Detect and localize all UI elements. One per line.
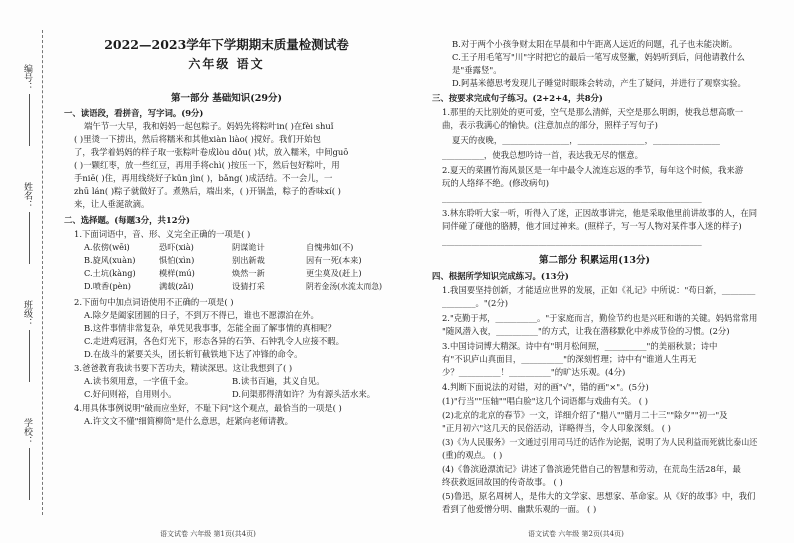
judgement-item[interactable]: "正月初六"这几天的民俗活动，详略得当，令人印象深刻。 ( ) bbox=[442, 423, 671, 433]
name-field[interactable] bbox=[22, 182, 36, 264]
option-cell: 焕然一新 bbox=[232, 268, 265, 278]
judgement-item: (5)鲁迅，原名周树人，是伟大的文学家、思想家、革命家。从《好的故事》中，我们 bbox=[442, 491, 756, 501]
page-1-column bbox=[64, 0, 389, 543]
judgement-item[interactable]: (1)"行当""压轴""唱白脸"这几个词语都与戏曲有关。 ( ) bbox=[442, 396, 648, 406]
passage-line: 端午节一大早，我和妈妈一起包粽子。妈妈先将粽叶ⅰn( )在fèi shuǐ bbox=[84, 121, 334, 131]
option-cell: A.依傍(wēi) bbox=[84, 242, 130, 252]
passage-line: zhū lán( )粽子就做好了。煮熟后，端出来，( )开锅盖，粽子的香味xí( ) bbox=[74, 186, 341, 196]
exam-title: 2022—2023学年下学期期末质量检测试卷 bbox=[104, 37, 349, 52]
school-blank[interactable] bbox=[29, 448, 30, 500]
judgement-item: (4)《鲁滨逊漂流记》讲述了鲁滨逊凭借自己的智慧和劳动，在荒岛生活28年，最 bbox=[442, 464, 741, 474]
exercise-line[interactable]: ________。"(2分) bbox=[442, 298, 508, 308]
answer-line[interactable]: __________，使我总想吟诗一首，表达我无尽的惬意。 bbox=[442, 150, 643, 160]
question-3: 3.爸爸教育我读书要下苦功夫，精读深思。这让我想到了( ) bbox=[74, 363, 293, 373]
q1-option-row[interactable] bbox=[84, 254, 384, 267]
option-cell: C.好问则裕，自用则小。 bbox=[84, 389, 177, 399]
option-cell: D.问渠那得清如许？为有源头活水来。 bbox=[232, 389, 376, 399]
page-2-column bbox=[432, 0, 757, 543]
binding-margin bbox=[0, 0, 52, 543]
q1-option-row[interactable] bbox=[84, 267, 384, 280]
q3-option-row[interactable] bbox=[84, 375, 389, 388]
exercise-line[interactable]: 1.我国要坚持创新，才能适应世界的发展，正如《礼记》中所说："苟日新，________ bbox=[442, 285, 756, 295]
exercise-line[interactable]: 3.中国诗词博大精深。诗中有"明月松间照，__________"的美丽秋景；诗中 bbox=[442, 341, 718, 351]
q4-option[interactable]: D.阿基米德思考发现儿子睡觉时眼珠会转动，产生了疑问，并进行了观察实验。 bbox=[452, 78, 746, 88]
number-label: 编号： bbox=[22, 64, 32, 91]
judgement-item: (2)北京的北京的春节》一文，详细介绍了"腊八""腊月二十三""除夕""初一"及 bbox=[442, 410, 728, 420]
q4-option-cont: 是"垂露竖"。 bbox=[452, 65, 502, 75]
passage-line: 了，我学着妈妈的样子取一张粽叶卷成lòu dǒu( )状，放入糯米，中间guō bbox=[74, 147, 349, 157]
exam-subtitle: 六年级 语文 bbox=[188, 57, 265, 71]
exercise-line: 3.林东聆听大家一听，听得入了迷，正因故事讲完，他是采取他里前讲故事的人，在同 bbox=[442, 208, 758, 218]
page-footer: 语文试卷 六年级 第2页(共4页) bbox=[528, 530, 624, 538]
exercise-line: 玩的人络绎不绝。(修改病句) bbox=[442, 178, 550, 188]
section-1-heading: 一、读语段，看拼音，写字词。(9分) bbox=[64, 108, 204, 118]
class-blank[interactable] bbox=[29, 330, 30, 382]
option-cell: B.旋风(xuàn) bbox=[84, 255, 136, 265]
answer-line[interactable]: ______________________________________________________________ bbox=[442, 193, 702, 203]
option-cell: D.喷香(pèn) bbox=[84, 281, 131, 291]
q4-option[interactable]: C.王子用毛笔写"川"字时把它的最后一笔写成竖撇，妈妈听到后，问他请教什么 bbox=[452, 52, 745, 62]
number-field[interactable] bbox=[22, 64, 36, 146]
part-1-heading: 第一部分 基础知识(29分) bbox=[170, 93, 283, 104]
exercise-line: 2.夏天的菜圃竹海风景区是一年中最令人流连忘返的季节，每年这个时候，我来游 bbox=[442, 165, 744, 175]
option-cell: A.读书须用意，一字值千金。 bbox=[84, 376, 194, 386]
section-2-heading: 二、选择题。(每题3分，共12分) bbox=[64, 215, 190, 225]
section-4-heading: 四、根据所学知识完成练习。(13分) bbox=[432, 271, 569, 281]
option-cell: 因有一死(本来) bbox=[306, 255, 362, 265]
option-cell: 更尘莫及(赶上) bbox=[306, 268, 362, 278]
option-cell: 别出新裁 bbox=[232, 255, 265, 265]
exercise-line[interactable]: 2."克勤于邦，__________。"于家庭而言，勤俭节约也是兴旺和谐的关键。妈妈常常用 bbox=[442, 313, 758, 323]
exercise-line: 曲，表示我满心的愉快。(注意加点的部分，照样子写句子) bbox=[442, 120, 658, 130]
q4-option[interactable]: B.对于两个小孩争财太阳在早晨和中午距离人远近的问题，孔子也未能决断。 bbox=[452, 39, 738, 49]
q1-option-row[interactable] bbox=[84, 280, 384, 293]
judgement-item[interactable]: (重)的观点。 ( ) bbox=[442, 450, 503, 460]
q2-option[interactable]: D.在战斗的紧要关头，团长斩钉截铁地下达了冲锋的命令。 bbox=[84, 349, 303, 359]
question-4: 4.用具体事例说明"破而应坐好，不耻下问"这个观点，最恰当的一项是( ) bbox=[74, 403, 342, 413]
section-3-heading: 三、按要求完成句子练习。(2+2+4，共8分) bbox=[432, 93, 603, 103]
option-cell: 惧怕(xìn) bbox=[159, 255, 195, 265]
option-cell: C.土坑(kàng) bbox=[84, 268, 136, 278]
option-cell: 阴若金汤(水流太而急) bbox=[306, 281, 383, 291]
class-label: 班级： bbox=[22, 300, 32, 327]
exercise-line[interactable]: "随风潜入夜，__________"的方式，让我在潜移默化中养成节俭的习惯。(2分) bbox=[442, 326, 730, 336]
option-cell: B.读书百遍，其义自见。 bbox=[232, 376, 325, 386]
judgement-item[interactable]: 看到了他爱憎分明、幽默乐观的一面。 ( ) bbox=[442, 504, 597, 514]
binding-cut-line bbox=[42, 30, 43, 515]
exercise-line: 4.判断下面说法的对错，对的画"√"，错的画"×"。(5分) bbox=[442, 382, 649, 392]
option-cell: 满载(zǎi) bbox=[159, 281, 194, 291]
passage-line: 手niē( )住，再用线绕好子kǔn jìn( )，bǎng( )成活结。不一会儿，一 bbox=[74, 173, 333, 183]
school-field[interactable] bbox=[22, 418, 36, 500]
option-cell: 阴谋诡计 bbox=[232, 242, 265, 252]
school-label: 学校： bbox=[22, 418, 32, 445]
q2-option[interactable]: C.走进鸡冠洞，各色灯光下，形态各异的石笋、石钟乳令人应接不暇。 bbox=[84, 336, 345, 346]
answer-line[interactable]: 夏天的夜晚，________________，________________，________________ bbox=[452, 135, 720, 145]
question-1: 1.下面词语中，音、形、义完全正确的一项是( ) bbox=[74, 229, 251, 239]
q3-option-row[interactable] bbox=[84, 388, 389, 401]
q2-option[interactable]: B.这件事情非常复杂，单凭见我事事，怎能全面了解事情的真相呢？ bbox=[84, 323, 336, 333]
option-cell: 恐吓(xià) bbox=[159, 242, 194, 252]
q1-option-row[interactable] bbox=[84, 241, 384, 254]
option-cell: 模样(mú) bbox=[159, 268, 195, 278]
number-blank[interactable] bbox=[29, 94, 30, 146]
exercise-line[interactable]: 有"不识庐山真面目，__________"的深刻哲理；诗中有"谁道人生再无 bbox=[442, 354, 697, 364]
option-cell: 设猜打采 bbox=[232, 281, 265, 291]
q2-option[interactable]: A.除夕是阖家团圆的日子，不到万不得已，谁也不愿漂泊在外。 bbox=[84, 310, 319, 320]
part-2-heading: 第二部分 积累运用(13分) bbox=[538, 255, 651, 266]
passage-line: 来，让人垂涎欲滴。 bbox=[74, 199, 150, 209]
name-label: 姓名： bbox=[22, 182, 32, 209]
answer-line[interactable]: ______________________________________________________________ bbox=[442, 236, 702, 246]
q4-option[interactable]: A.许文文不懂"细简柳筒"是什么意思，赶紧向老师请教。 bbox=[84, 416, 294, 426]
exercise-line: 同伴碰了碰他的胳膊，他才回过神来。(照样子，写一写人物对某件事入迷的样子) bbox=[442, 221, 742, 231]
passage-line: ( )里烫一下捞出，然后将糯米和其他xiàn liào( )搅好。我们开始包 bbox=[74, 134, 321, 144]
class-field[interactable] bbox=[22, 300, 36, 382]
question-2: 2.下面句中加点词语使用不正确的一项是( ) bbox=[74, 297, 234, 307]
judgement-item: (3)《为人民服务》一文通过引用司马迁的话作为论据，说明了为人民利益而死就比泰山还 bbox=[442, 437, 758, 447]
name-blank[interactable] bbox=[29, 212, 30, 264]
passage-line: ( )一颗红枣，放一些红豆，再用手将chì( )按压一下，然后包好粽叶，用 bbox=[74, 160, 340, 170]
judgement-item[interactable]: 终获救返回故国的传奇故事。 ( ) bbox=[442, 477, 563, 487]
page-footer: 语文试卷 六年级 第1页(共4页) bbox=[160, 530, 256, 538]
option-cell: 自愧弗如(不) bbox=[306, 242, 354, 252]
exercise-line[interactable]: 少？__________！__________"的旷达乐观。(4分) bbox=[442, 367, 626, 377]
exercise-line: 1.那里的天比别处的更可爱，空气是那么清鲜，天空是那么明朗，使我总想高歌一 bbox=[442, 107, 744, 117]
